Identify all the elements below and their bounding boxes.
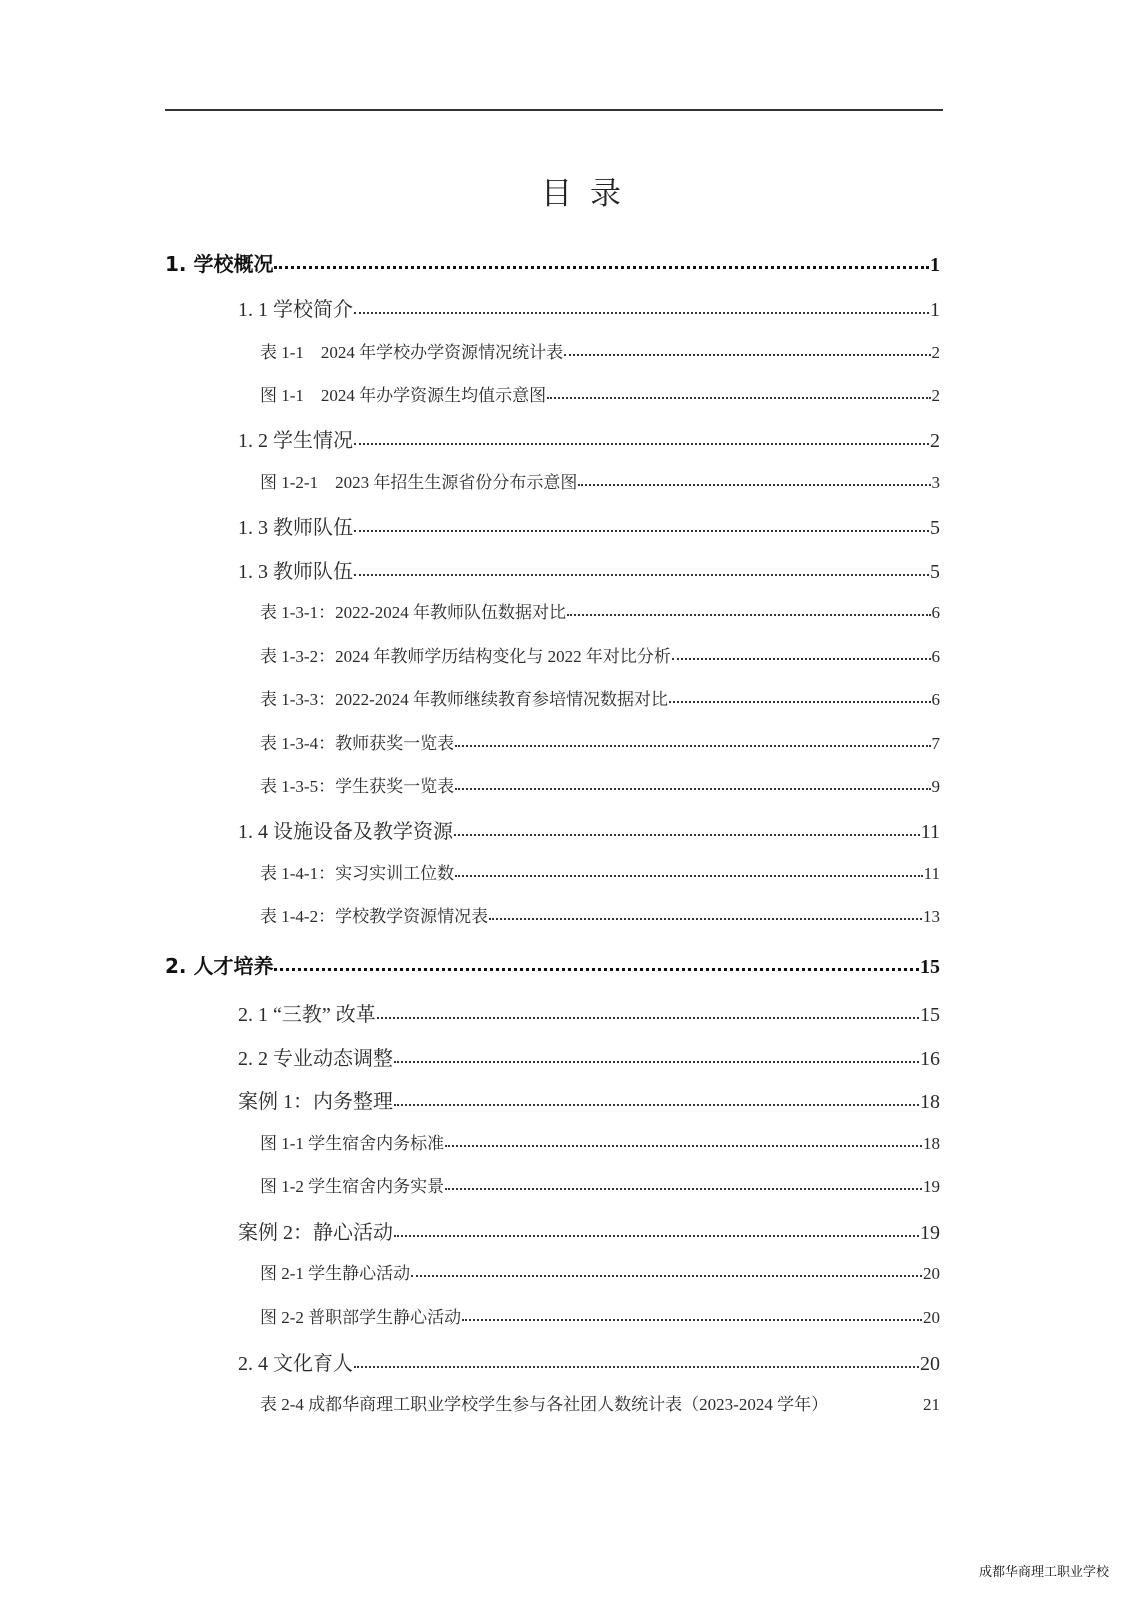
toc-entry[interactable]	[260, 598, 940, 623]
toc-entry-label: 图 1-1 2024 年办学资源生均值示意图	[260, 386, 547, 405]
toc-entry[interactable]	[260, 1390, 940, 1415]
toc-entry[interactable]	[260, 642, 940, 667]
dot-leader	[394, 1088, 919, 1108]
toc-entry[interactable]	[260, 685, 940, 710]
toc-entry-label: 1. 4 设施设备及教学资源	[238, 821, 453, 843]
toc-entry[interactable]	[165, 950, 940, 979]
toc-page-number: 13	[923, 907, 940, 926]
toc-entry[interactable]	[238, 555, 940, 584]
dot-leader	[578, 471, 930, 488]
toc-page-number: 20	[920, 1353, 940, 1375]
footer-school-name: 成都华商理工职业学校	[978, 1565, 1109, 1580]
toc-entry-label: 1. 3 教师队伍	[238, 517, 353, 539]
toc-entry[interactable]	[260, 859, 940, 884]
toc-entry[interactable]	[260, 468, 940, 493]
dot-leader	[564, 341, 930, 358]
toc-entry[interactable]	[238, 998, 940, 1027]
toc-entry-label: 图 2-1 学生静心活动	[260, 1264, 411, 1283]
toc-entry-label: 表 1-3-2：2024 年教师学历结构变化与 2022 年对比分析	[260, 647, 671, 666]
toc-entry[interactable]	[238, 1216, 940, 1245]
toc-page-number: 2	[930, 430, 940, 452]
dot-leader	[445, 1175, 922, 1192]
dot-leader	[354, 514, 929, 534]
toc-entry-label: 1. 1 学校简介	[238, 299, 353, 321]
dot-leader	[462, 1306, 922, 1323]
dot-leader	[445, 1132, 922, 1149]
toc-entry[interactable]	[260, 1303, 940, 1328]
toc-page-number: 1	[930, 299, 940, 321]
toc-page-number: 5	[930, 517, 940, 539]
dot-leader	[354, 296, 929, 316]
toc-entry-label: 图 1-2-1 2023 年招生生源省份分布示意图	[260, 473, 578, 492]
toc-entry[interactable]	[238, 1085, 940, 1114]
dot-leader	[567, 601, 931, 618]
toc-entry[interactable]	[238, 815, 940, 844]
dot-leader	[547, 384, 930, 401]
toc-entry[interactable]	[238, 1042, 940, 1071]
toc-entry[interactable]	[260, 772, 940, 797]
toc-entry[interactable]	[238, 293, 940, 322]
toc-entry-label: 2. 4 文化育人	[238, 1353, 353, 1375]
dot-leader	[354, 427, 929, 447]
toc-entry-label: 表 1-4-1：实习实训工位数	[260, 864, 455, 883]
toc-page-number: 2	[931, 386, 940, 405]
toc-page-number: 6	[931, 647, 940, 666]
toc-page-number: 9	[931, 777, 940, 796]
toc-entry-label: 案例 1：内务整理	[238, 1091, 393, 1113]
toc-entry-label: 表 1-1 2024 年学校办学资源情况统计表	[260, 343, 564, 362]
dot-leader	[455, 775, 930, 792]
toc-entry-label: 案例 2：静心活动	[238, 1222, 393, 1244]
toc-entry[interactable]	[260, 381, 940, 406]
dot-leader	[672, 645, 931, 662]
toc-page-number: 19	[920, 1222, 940, 1244]
toc-entry[interactable]	[260, 1259, 940, 1284]
toc-entry-label: 1. 3 教师队伍	[238, 561, 353, 583]
toc-page-number: 21	[923, 1395, 940, 1414]
dot-leader	[489, 905, 922, 922]
toc-page-number: 18	[920, 1091, 940, 1113]
toc-entry-label: 2. 2 专业动态调整	[238, 1048, 393, 1070]
dot-leader	[394, 1045, 919, 1065]
toc-entry[interactable]	[165, 248, 940, 277]
toc-page-number: 3	[931, 473, 940, 492]
toc-entry[interactable]	[238, 424, 940, 453]
toc-page-number: 2	[931, 343, 940, 362]
toc-entry-label: 2. 1 “三教” 改革	[238, 1004, 376, 1026]
toc-page-number: 11	[920, 821, 940, 843]
toc-page-number: 11	[923, 864, 940, 883]
toc-entry-label: 图 2-2 普职部学生静心活动	[260, 1308, 462, 1327]
toc-page-number: 18	[923, 1134, 940, 1153]
dot-leader	[455, 732, 930, 749]
dot-leader	[274, 953, 919, 973]
dot-leader	[274, 251, 929, 271]
toc-entry-label: 表 1-3-4：教师获奖一览表	[260, 734, 455, 753]
toc-entry-label: 图 1-1 学生宿舍内务标准	[260, 1134, 445, 1153]
toc-page-number: 15	[920, 956, 940, 978]
toc-page-number: 20	[923, 1264, 940, 1283]
toc-page-number: 6	[931, 690, 940, 709]
toc-page-number: 5	[930, 561, 940, 583]
toc-entry[interactable]	[260, 1129, 940, 1154]
dot-leader	[455, 862, 923, 879]
toc-entry[interactable]	[260, 902, 940, 927]
dot-leader	[669, 688, 931, 705]
page-title: 目录	[541, 176, 639, 211]
toc-entry-label: 表 1-3-1：2022-2024 年教师队伍数据对比	[260, 603, 566, 622]
dot-leader	[354, 1350, 919, 1370]
toc-entry[interactable]	[260, 338, 940, 363]
dot-leader	[394, 1219, 919, 1239]
toc-entry-label: 表 1-3-3：2022-2024 年教师继续教育参培情况数据对比	[260, 690, 668, 709]
toc-entry-label: 表 2-4 成都华商理工职业学校学生参与各社团人数统计表（2023-2024 学年）	[260, 1395, 829, 1414]
toc-entry[interactable]	[260, 1172, 940, 1197]
toc-page-number: 15	[920, 1004, 940, 1026]
toc-entry-label: 2. 人才培养	[165, 954, 274, 978]
toc-entry-label: 表 1-4-2：学校教学资源情况表	[260, 907, 489, 926]
toc-entry[interactable]	[260, 729, 940, 754]
toc-page-number: 16	[920, 1048, 940, 1070]
toc-entry[interactable]	[238, 511, 940, 540]
dot-leader	[454, 818, 920, 838]
toc-page-number: 19	[923, 1177, 940, 1196]
toc-entry-label: 表 1-3-5：学生获奖一览表	[260, 777, 455, 796]
toc-entry[interactable]	[238, 1347, 940, 1376]
toc-page-number: 1	[930, 254, 940, 276]
toc-entry-label: 图 1-2 学生宿舍内务实景	[260, 1177, 445, 1196]
dot-leader	[411, 1262, 922, 1279]
toc-page-number: 6	[931, 603, 940, 622]
toc-entry-label: 1. 2 学生情况	[238, 430, 353, 452]
toc-entry-label: 1. 学校概况	[165, 252, 274, 276]
toc-page-number: 20	[923, 1308, 940, 1327]
toc-page-number: 7	[931, 734, 940, 753]
dot-leader	[354, 558, 929, 578]
dot-leader	[377, 1001, 919, 1021]
